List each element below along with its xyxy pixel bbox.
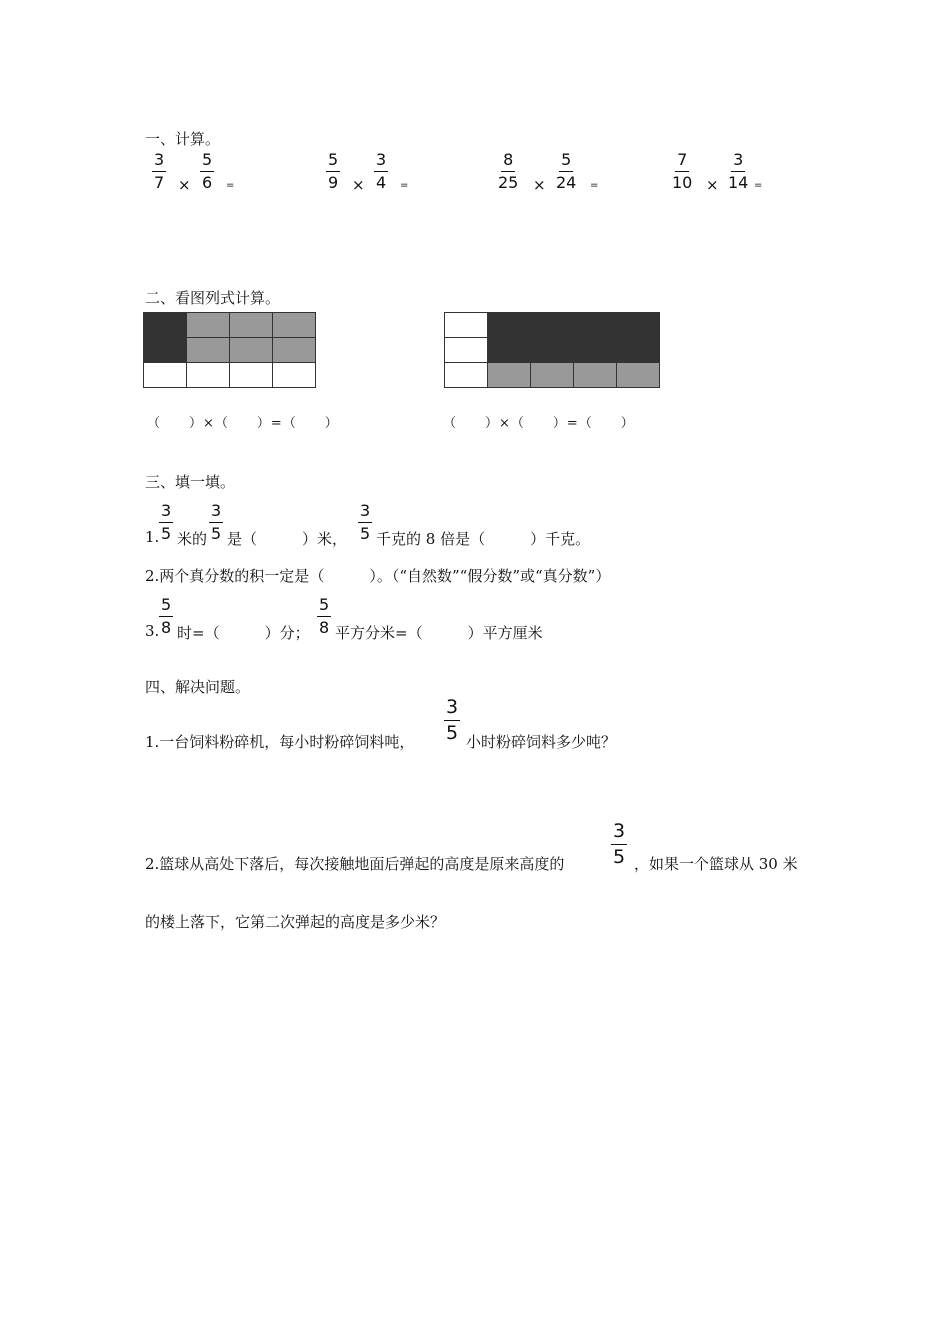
numerator: 3 [358,503,372,523]
numerator: 3 [731,152,745,172]
grid-cell-dark [574,313,616,337]
fraction [326,152,340,191]
grid-cell-gray [617,363,659,387]
grid-cell-gray [574,363,616,387]
grid-cell-white [445,363,487,387]
grid-cell-dark [531,338,573,362]
grid-cell-dark [488,338,530,362]
fraction [317,597,331,636]
numerator: 5 [159,597,173,617]
equals-sign: = [590,180,599,191]
q1-text-2: 是（ ）米， [227,530,348,548]
fraction [444,698,460,743]
equals-sign: = [754,180,763,191]
numerator: 3 [374,152,388,172]
fraction [556,152,576,191]
section-1-title: 一、计算。 [145,130,221,148]
fraction [152,152,166,191]
grid-cell-white [445,338,487,362]
grid-cell-gray [531,363,573,387]
problem-2-text-c: 的楼上落下，它第二次弹起的高度是多少米？ [145,913,446,931]
grid-cell-gray [230,338,272,362]
section-4-title: 四、解决问题。 [145,678,251,696]
denominator: 24 [556,173,577,192]
grid-cell-dark [144,338,186,362]
fraction [374,152,388,191]
fraction [728,152,748,191]
q1-number: 1. [145,528,160,546]
fraction [672,152,692,191]
equals-sign: = [400,180,409,191]
numerator: 5 [559,152,573,172]
denominator: 8 [319,618,330,637]
fraction [358,503,372,542]
numerator: 3 [209,503,223,523]
numerator: 5 [200,152,214,172]
formula-right: （ ）×（ ）=（ ） [443,416,635,431]
grid-cell-dark [488,313,530,337]
grid-cell-gray [273,338,315,362]
grid-cell-dark [617,338,659,362]
fraction [209,503,223,542]
formula-left: （ ）×（ ）=（ ） [147,416,339,431]
denominator: 7 [154,173,165,192]
q3-text-1: 时=（ ）分； [177,624,310,642]
grid-cell-gray [230,313,272,337]
q1-text-1: 米的 [177,530,208,548]
shaded-grid-left [143,312,316,388]
denominator: 4 [376,173,387,192]
section-3-title: 三、填一填。 [145,473,236,491]
numerator: 3 [152,152,166,172]
grid-cell-white [230,363,272,387]
grid-cell-white [445,313,487,337]
denominator: 5 [613,846,626,868]
numerator: 8 [501,152,515,172]
shaded-grid-right [444,312,660,388]
denominator: 25 [498,173,519,192]
section-2-title: 二、看图列式计算。 [145,289,281,307]
numerator: 5 [326,152,340,172]
grid-cell-white [273,363,315,387]
denominator: 6 [202,173,213,192]
problem-2-text-a: 2.篮球从高处下落后，每次接触地面后弹起的高度是原来高度的 [145,855,565,873]
grid-cell-gray [488,363,530,387]
numerator: 5 [317,597,331,617]
q3-number: 3. [145,622,160,640]
denominator: 5 [211,524,222,543]
denominator: 5 [446,722,459,744]
fraction [159,597,173,636]
denominator: 14 [728,173,749,192]
grid-cell-white [187,363,229,387]
times-sign: × [533,176,546,194]
denominator: 5 [161,524,172,543]
times-sign: × [352,176,365,194]
q2-text: 2.两个真分数的积一定是（ ）。（“自然数”“假分数”或“真分数”） [145,567,611,585]
fraction [611,822,627,867]
fraction [200,152,214,191]
denominator: 10 [672,173,693,192]
q3-text-2: 平方分米=（ ）平方厘米 [335,624,543,642]
denominator: 9 [328,173,339,192]
numerator: 3 [611,822,627,845]
numerator: 3 [444,698,460,721]
grid-cell-white [144,363,186,387]
denominator: 8 [161,618,172,637]
numerator: 7 [675,152,689,172]
numerator: 3 [159,503,173,523]
times-sign: × [178,176,191,194]
problem-1-text-b: 小时粉碎饲料多少吨？ [466,733,617,751]
grid-cell-gray [187,313,229,337]
grid-cell-gray [187,338,229,362]
grid-cell-gray [273,313,315,337]
grid-cell-dark [531,313,573,337]
grid-cell-dark [617,313,659,337]
problem-2-text-b: ，如果一个篮球从 30 米 [634,855,798,873]
times-sign: × [706,176,719,194]
equals-sign: = [226,180,235,191]
fraction [159,503,173,542]
problem-1-text-a: 1.一台饲料粉碎机，每小时粉碎饲料吨， [145,733,415,751]
grid-cell-dark [144,313,186,337]
denominator: 5 [360,524,371,543]
fraction [498,152,518,191]
grid-cell-dark [574,338,616,362]
q1-text-3: 千克的 8 倍是（ ）千克。 [376,530,591,548]
